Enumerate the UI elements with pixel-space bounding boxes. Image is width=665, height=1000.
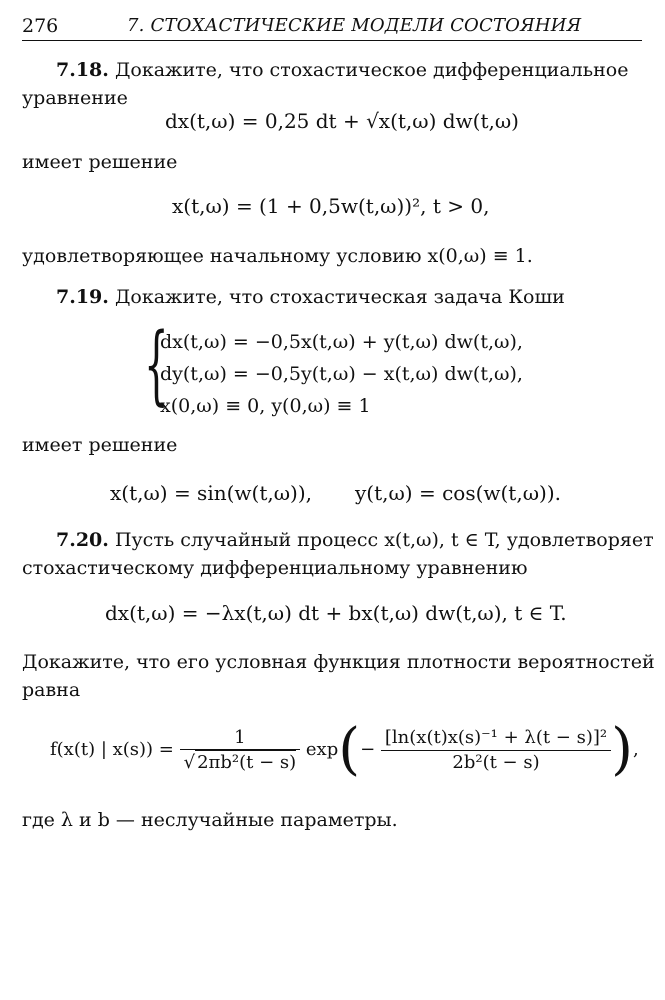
density-coefficient: [180, 726, 301, 775]
exponent-denominator: 2b²(t − s): [452, 751, 540, 773]
problem-7-20-line4: равна: [22, 679, 81, 701]
problem-7-20-line1: [22, 528, 665, 553]
system-eq-2: dy(t,ω) = −0,5y(t,ω) − x(t,ω) dw(t,ω),: [160, 363, 523, 385]
density-exponent: [381, 726, 611, 774]
problem-7-19-text-after: имеет решение: [22, 434, 178, 456]
density-coef-numerator: 1: [180, 726, 301, 750]
equation-7-18: dx(t,ω) = 0,25 dt + √x(t,ω) dw(t,ω): [165, 109, 519, 133]
solution-7-19-x: x(t,ω) = sin(w(t,ω)),: [110, 481, 312, 505]
problem-text: Пусть случайный процесс x(t,ω), t ∈ T, удовлетворяет: [114, 529, 654, 551]
system-eq-1: dx(t,ω) = −0,5x(t,ω) + y(t,ω) dw(t,ω),: [160, 331, 523, 353]
problem-7-20-line3: Докажите, что его условная функция плотности вероятностей: [22, 651, 655, 673]
problem-text: Докажите, что стохастическое дифференциальное: [114, 59, 629, 81]
page-number: 276: [22, 15, 59, 37]
problem-number: 7.19.: [56, 286, 109, 308]
problem-number: 7.18.: [56, 59, 109, 81]
equation-7-20: dx(t,ω) = −λx(t,ω) dt + bx(t,ω) dw(t,ω), t ∈ T.: [105, 601, 567, 625]
parameters-note: где λ и b — неслучайные параметры.: [22, 809, 398, 831]
density-formula: f(x(t) | x(s)) = $\frac{1}{\text{√ 2πb²(t − s)}}$ exp(− $\frac{\text{[ln(x(t)x(s)⁻¹ + λ(t − s)]²}}{\text{2b²(t − s)}}$ ),: [50, 717, 639, 782]
system-eq-3: x(0,ω) ≡ 0, y(0,ω) ≡ 1: [160, 395, 371, 417]
chapter-title: 7. СТОХАСТИЧЕСКИЕ МОДЕЛИ СОСТОЯНИЯ: [127, 15, 582, 36]
system-brace: {: [144, 315, 169, 415]
density-lhs: f(x(t) | x(s)) =: [50, 739, 174, 760]
left-paren: (: [338, 717, 361, 782]
problem-7-18-line2: уравнение: [22, 87, 128, 109]
density-coef-denominator: √ 2πb²(t − s): [183, 752, 297, 773]
running-header: [22, 12, 642, 41]
solution-7-19-y: y(t,ω) = cos(w(t,ω)).: [355, 481, 561, 505]
problem-text: Докажите, что стохастическая задача Коши: [114, 286, 565, 308]
exp-label: exp: [305, 739, 339, 760]
problem-number: 7.20.: [56, 529, 109, 551]
right-paren: ): [611, 717, 633, 782]
problem-7-19-line1: [22, 285, 665, 310]
initial-condition-7-18: удовлетворяющее начальному условию x(0,ω) ≡ 1.: [22, 245, 533, 267]
problem-7-18-line1: [22, 58, 665, 83]
problem-7-18-text-after: имеет решение: [22, 151, 178, 173]
exponent-numerator: [ln(x(t)x(s)⁻¹ + λ(t − s)]²: [381, 726, 611, 750]
problem-7-20-line2: стохастическому дифференциальному уравнению: [22, 557, 528, 579]
solution-7-18: x(t,ω) = (1 + 0,5w(t,ω))², t > 0,: [172, 194, 490, 218]
